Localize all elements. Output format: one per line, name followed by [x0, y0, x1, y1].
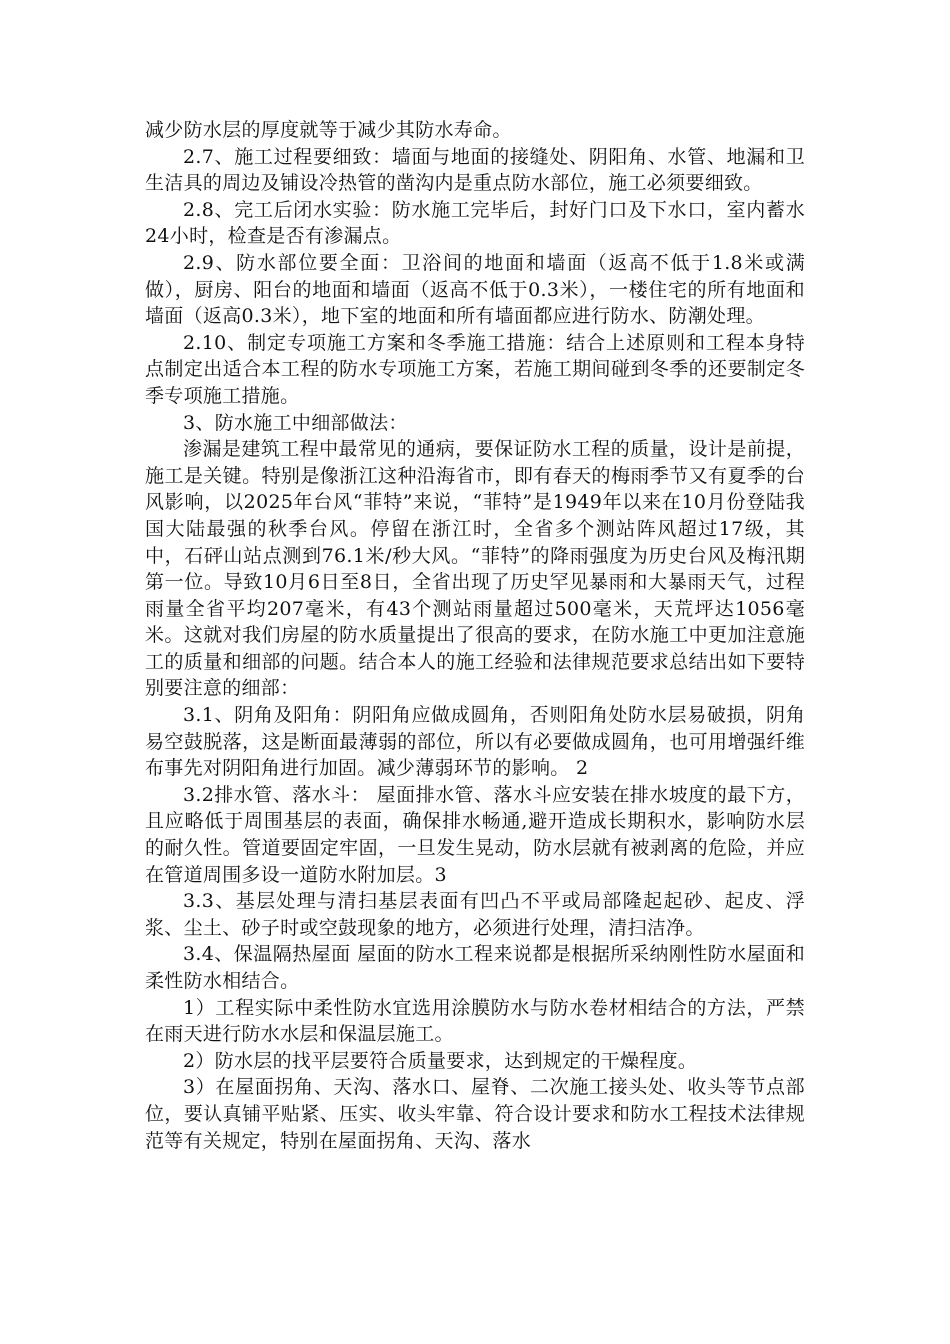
paragraph-2-8: 2.8、完工后闭水实验：防水施工完毕后，封好门口及下水口，室内蓄水24小时，检查是否有渗漏点。 [145, 198, 805, 248]
paragraph-2-7: 2.7、施工过程要细致：墙面与地面的接缝处、阴阳角、水管、地漏和卫生洁具的周边及铺设冷热管的凿沟内是重点防水部位，施工必须要细致。 [145, 145, 805, 195]
paragraph-3-2: 3.2排水管、落水斗： 屋面排水管、落水斗应安装在排水坡度的最下方，且应略低于周围基层的表面，确保排水畅通,避开造成长期积水，影响防水层的耐久性。管道要固定牢固，一旦发生晃动，防水层就有被剥离的危险，并应在管道周围多设一道防水附加层。3 [145, 783, 805, 886]
paragraph-3-3: 3.3、基层处理与清扫基层表面有凹凸不平或局部隆起起砂、起皮、浮浆、尘土、砂子时或空鼓现象的地方，必须进行处理，清扫洁净。 [145, 890, 805, 939]
section-heading-3: 3、防水施工中细部做法： [183, 411, 408, 434]
paragraph-3-4: 3.4、保温隔热屋面 屋面的防水工程来说都是根据所采纳刚性防水屋面和柔性防水相结合。 [145, 943, 805, 992]
list-item-2: 2）防水层的找平层要符合质量要求，达到规定的干燥程度。 [183, 1049, 698, 1072]
paragraph-2-10: 2.10、制定专项施工方案和冬季施工措施：结合上述原则和工程本身特点制定出适合本工程的防水专项施工方案，若施工期间碰到冬季的还要制定冬季专项施工措施。 [145, 331, 805, 407]
list-item-1: 1）工程实际中柔性防水宜选用涂膜防水与防水卷材相结合的方法，严禁在雨天进行防水水层和保温层施工。 [145, 996, 805, 1046]
list-item-3: 3）在屋面拐角、天沟、落水口、屋脊、二次施工接头处、收头等节点部位，要认真铺平贴紧、压实、收头牢靠、符合设计要求和防水工程技术法律规范等有关规定，特别在屋面拐角、天沟、落水 [145, 1076, 805, 1152]
paragraph-continuation: 减少防水层的厚度就等于减少其防水寿命。 [145, 119, 512, 141]
paragraph-3-1: 3.1、阴角及阳角：阴阳角应做成圆角，否则阳角处防水层易破损，阴角易空鼓脱落，这是断面最薄弱的部位，所以有必要做成圆角，也可用增强纤维布事先对阴阳角进行加固。减少薄弱环节的影响。 2 [145, 704, 805, 780]
paragraph-2-9: 2.9、防水部位要全面：卫浴间的地面和墙面（返高不低于1.8米或满做），厨房、阳台的地面和墙面（返高不低于0.3米），一楼住宅的所有地面和墙面（返高0.3米），地下室的地面和所有墙面都应进行防水、防潮处理。 [145, 251, 805, 328]
paragraph-intro: 渗漏是建筑工程中最常见的通病，要保证防水工程的质量，设计是前提，施工是关键。特别是像浙江这种沿海省市，即有春天的梅雨季节又有夏季的台风影响，以2025年台风“菲特”来说，“菲特”是1949年以来在10月份登陆我国大陆最强的秋季台风。停留在浙江时，全省多个测站阵风超过17级，其中，石砰山站点测到76.1米/秒大风。“菲特”的降雨强度为历史台风及梅汛期第一位。导致10月6日至8日，全省出现了历史罕见暴雨和大暴雨天气，过程雨量全省平均207毫米，有43个测站雨量超过500毫米，天荒坪达1056毫米。这就对我们房屋的防水质量提出了很高的要求，在防水施工中更加注意施工的质量和细部的问题。结合本人的施工经验和法律规范要求总结出如下要特别要注意的细部： [145, 438, 805, 700]
document-body [145, 117, 805, 1154]
